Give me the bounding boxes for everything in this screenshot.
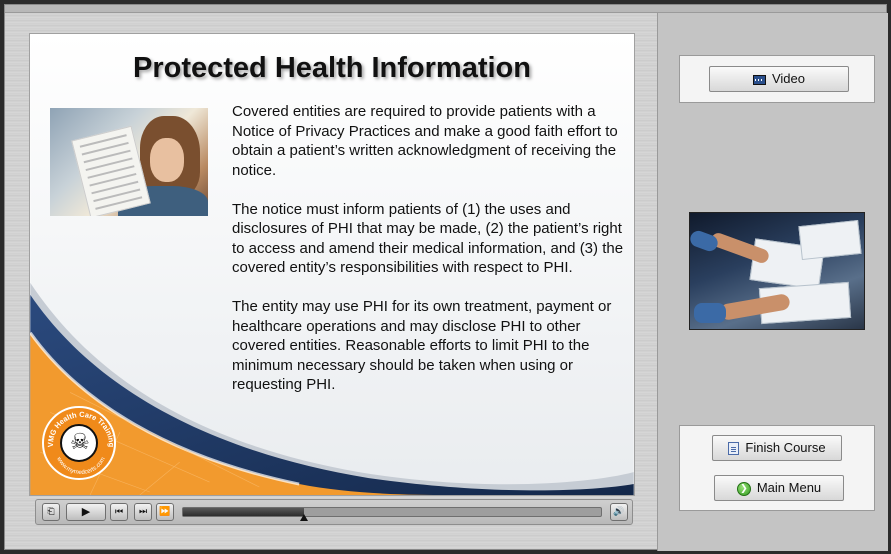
finish-course-button[interactable] — [712, 435, 842, 461]
logo-ring-text-bottom: www.mymedcerts.com — [55, 456, 107, 477]
video-icon — [753, 75, 766, 85]
main-menu-label: Main Menu — [756, 480, 822, 495]
playback-controls — [35, 499, 633, 525]
volume-icon[interactable]: 🔊 — [610, 503, 628, 521]
side-panel — [657, 13, 888, 551]
video-button-label: Video — [771, 71, 805, 86]
go-arrow-icon: ❯ — [737, 482, 751, 496]
progress-fill — [183, 508, 304, 516]
logo-ring-text-top: VMG Health Care Training — [45, 409, 117, 448]
progress-scrubber[interactable] — [182, 507, 602, 517]
previous-icon[interactable]: ⏮ — [110, 503, 128, 521]
paragraph-notice-of-privacy: Covered entities are required to provide patients with a Notice of Privacy Practices and make a good faith effort to obtain a patient’s written acknowledgment of receiving the notice. — [232, 103, 618, 179]
medical-emblem-icon — [60, 424, 98, 462]
vmg-health-care-training-logo — [42, 406, 116, 480]
paragraph-notice-contents: The notice must inform patients of (1) the uses and disclosures of PHI that may be made, (2) the patient’s right to access and amend their medical information, and (3) the covered entity’s responsibilities with respect to PHI. — [232, 200, 624, 276]
scrubber-handle[interactable] — [300, 514, 308, 521]
navigation-box — [679, 425, 875, 511]
next-icon[interactable]: ⏭ — [134, 503, 152, 521]
video-box — [679, 55, 875, 103]
slide — [29, 33, 635, 496]
woman-reading-document-photo — [50, 108, 208, 216]
paragraph-phi-uses: The entity may use PHI for its own treatment, payment or healthcare operations and may disclose PHI to other covered entities. Reasonable efforts to limit PHI to the minimum necessary should be taken when using or requesting PHI. — [232, 298, 612, 393]
course-player-window — [4, 4, 887, 550]
meeting-documents-photo — [689, 212, 865, 330]
video-button[interactable] — [709, 66, 849, 92]
play-icon[interactable]: ▶ — [66, 503, 106, 521]
slide-title: Protected Health Information — [133, 52, 531, 84]
fast-forward-icon[interactable]: ⏩ — [156, 503, 174, 521]
main-menu-button[interactable] — [714, 475, 844, 501]
exit-icon[interactable]: ⎗ — [42, 503, 60, 521]
slide-body — [232, 102, 624, 414]
top-bar — [5, 5, 886, 13]
finish-course-label: Finish Course — [745, 440, 826, 455]
document-icon — [728, 442, 739, 455]
